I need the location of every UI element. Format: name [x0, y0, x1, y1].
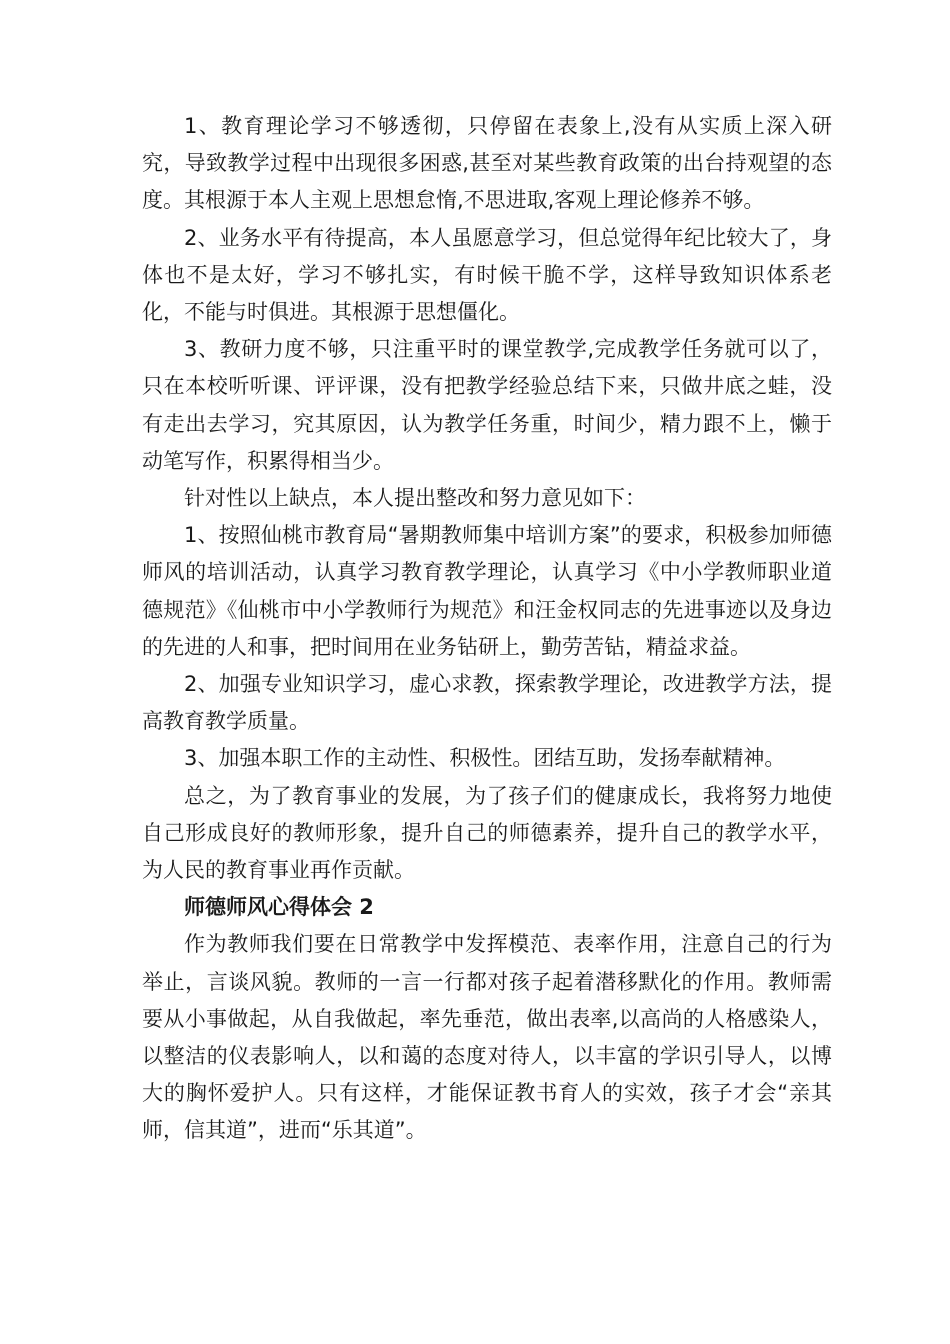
- paragraph: 1、按照仙桃市教育局“暑期教师集中培训方案”的要求，积极参加师德师风的培训活动，认真学习教育教学理论，认真学习《中小学教师职业道德规范》《仙桃市中小学教师行为规范》和汪金权同志的先进事迹以及身边的先进的人和事，把时间用在业务钻研上，勤劳苦钻，精益求益。: [142, 523, 832, 659]
- paragraph: 总之，为了教育事业的发展，为了孩子们的健康成长，我将努力地使自己形成良好的教师形象，提升自己的师德素养，提升自己的教学水平，为人民的教育事业再作贡献。: [142, 783, 832, 883]
- paragraph: 3、教研力度不够，只注重平时的课堂教学,完成教学任务就可以了，只在本校听听课、评评课，没有把教学经验总结下来，只做井底之蛙，没有走出去学习，究其原因，认为教学任务重，时间少，精力跟不上，懒于动笔写作，积累得相当少。: [142, 337, 832, 473]
- paragraph: 针对性以上缺点，本人提出整改和努力意见如下：: [184, 486, 646, 511]
- paragraph: 1、教育理论学习不够透彻，只停留在表象上,没有从实质上深入研究，导致教学过程中出现很多困惑,甚至对某些教育政策的出台持观望的态度。其根源于本人主观上思想怠惰,不思进取,客观上理论修养不够。: [142, 114, 832, 213]
- section-heading: 师德师风心得体会 2: [184, 895, 374, 920]
- paragraph: 2、加强专业知识学习，虚心求教，探索教学理论，改进教学方法，提高教育教学质量。: [142, 672, 832, 734]
- paragraph: 2、业务水平有待提高，本人虽愿意学习，但总觉得年纪比较大了，身体也不是太好，学习不够扎实，有时候干脆不学，这样导致知识体系老化，不能与时俱进。其根源于思想僵化。: [142, 225, 832, 325]
- paragraph: 作为教师我们要在日常教学中发挥模范、表率作用，注意自己的行为举止，言谈风貌。教师的一言一行都对孩子起着潜移默化的作用。教师需要从小事做起，从自我做起，率先垂范，做出表率,以高尚的人格感染人，以整洁的仪表影响人，以和蔼的态度对待人，以丰富的学识引导人，以博大的胸怀爱护人。只有这样，才能保证教书育人的实效，孩子才会“亲其师，信其道”，进而“乐其道”。: [142, 932, 832, 1143]
- paragraph: 3、加强本职工作的主动性、积极性。团结互助，发扬奉献精神。: [184, 746, 786, 771]
- document-page: [142, 108, 832, 1150]
